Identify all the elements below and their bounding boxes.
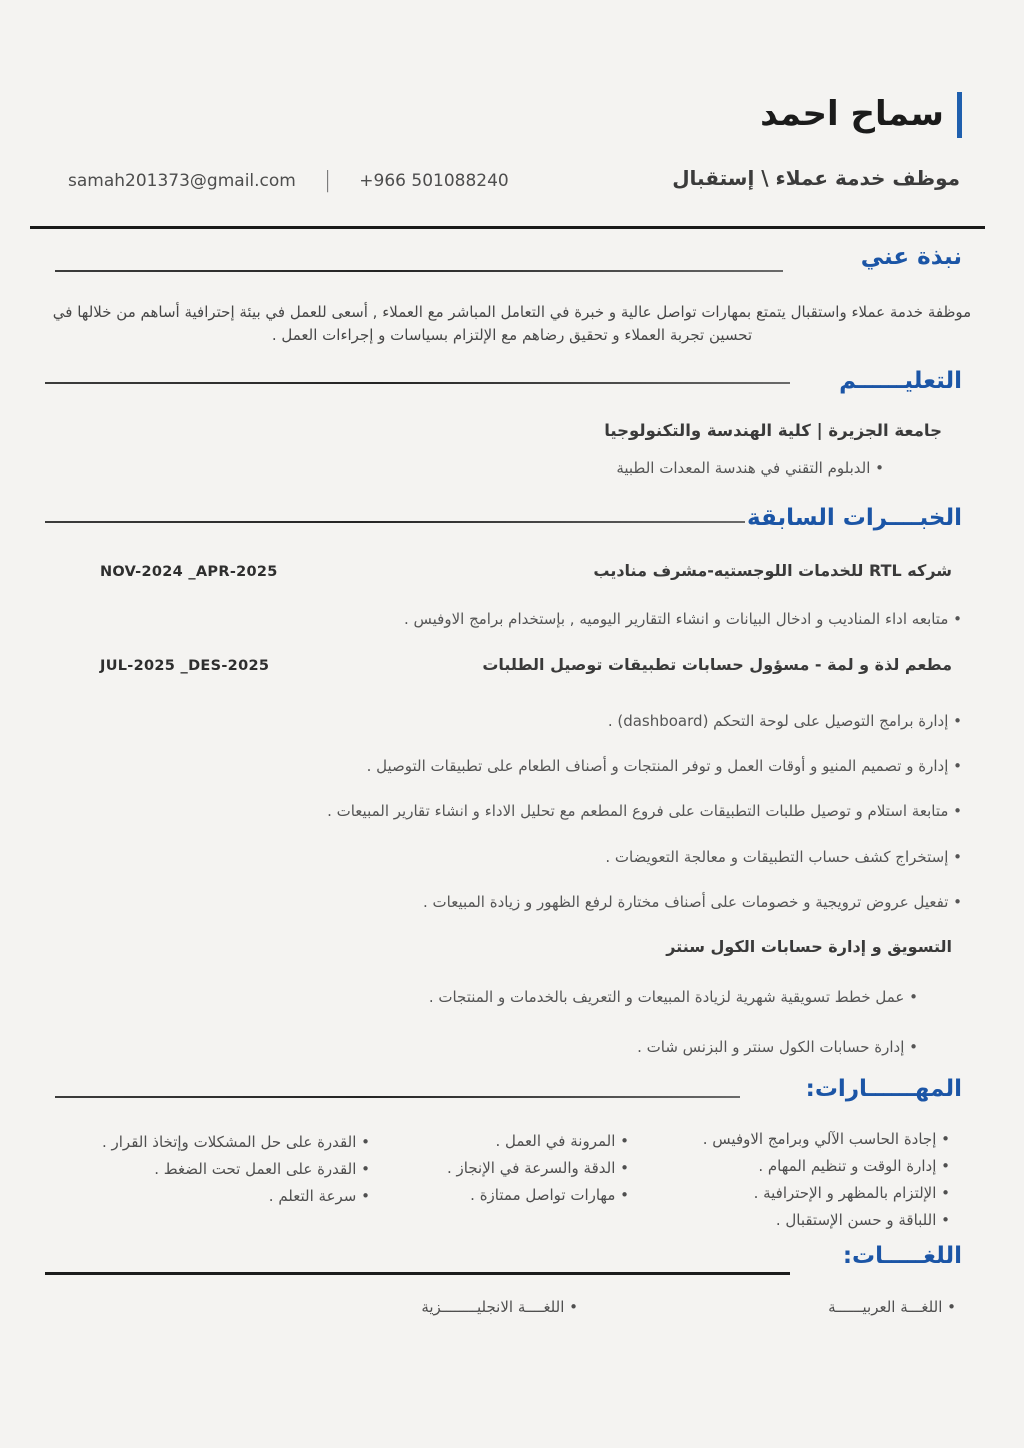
skills-rule: [55, 1096, 740, 1098]
job-title-2: مطعم لذة و لمة - مسؤول حسابات تطبيقات توصيل الطلبات: [482, 655, 952, 674]
skills-column-right: [703, 1126, 950, 1234]
skill-item: • مهارات تواصل ممتازة .: [470, 1186, 629, 1204]
skill-item: • المرونة في العمل .: [495, 1132, 629, 1150]
skill-item: • الإلتزام بالمظهر و الإحترافية .: [753, 1184, 950, 1202]
header-divider: [30, 226, 985, 229]
job2-bullet: • متابعة استلام و توصيل طلبات التطبيقات على فروع المطعم مع تحليل الاداء و انشاء تقارير المبيعات .: [327, 802, 962, 820]
languages-heading: اللغـــــات:: [842, 1243, 962, 1269]
phone-text: +966 501088240: [359, 170, 509, 191]
skill-item: • القدرة على حل المشكلات وإتخاذ القرار .: [101, 1133, 370, 1151]
experience-rule: [45, 521, 745, 523]
languages-rule: [45, 1272, 790, 1275]
skills-column-middle: [447, 1128, 629, 1209]
experience-heading: الخبــــرات السابقة: [747, 505, 962, 531]
skill-item: • القدرة على العمل تحت الضغط .: [154, 1160, 370, 1178]
job-title: موظف خدمة عملاء \ إستقبال: [672, 166, 960, 190]
job-dates-2: JUL-2025 _DES-2025: [100, 658, 270, 674]
education-degree: • الدبلوم التقني في هندسة المعدات الطبية: [616, 459, 884, 477]
skill-item: • اللباقة و حسن الإستقبال .: [775, 1211, 950, 1229]
contact-row: [68, 168, 509, 193]
email-text: samah201373@gmail.com: [68, 170, 296, 191]
subsection-bullet: • عمل خطط تسويقية شهرية لزيادة المبيعات و التعريف بالخدمات و المنتجات .: [428, 988, 918, 1006]
skills-heading: المهــــــارات:: [805, 1076, 962, 1102]
experience-subsection-title: التسويق و إدارة حسابات الكول سنتر: [666, 937, 952, 956]
skill-item: • إدارة الوقت و تنظيم المهام .: [758, 1157, 950, 1175]
job2-bullet: • تفعيل عروض ترويجية و خصومات على أصناف مختارة لرفع الظهور و زيادة المبيعات .: [423, 893, 962, 911]
contact-separator: |: [323, 168, 332, 193]
about-rule: [55, 270, 783, 272]
job2-bullet: • إدارة و تصميم المنيو و أوقات العمل و توفر المنتجات و أصناف الطعام على تطبيقات التوصيل .: [366, 757, 962, 775]
job2-bullet: • إدارة برامج التوصيل على لوحة التحكم (dashboard) .: [607, 712, 962, 730]
education-rule: [45, 382, 790, 384]
job-title-1: شركه RTL للخدمات اللوجستيه-مشرف مناديب: [593, 561, 952, 580]
skills-column-left: [102, 1129, 370, 1210]
job2-bullet: • إستخراج كشف حساب التطبيقات و معالجة التعويضات .: [605, 848, 962, 866]
language-english: • اللغــــة الانجليــــــــزية: [421, 1298, 578, 1316]
skill-item: • إجادة الحاسب الآلي وبرامج الاوفيس .: [702, 1130, 950, 1148]
skill-item: • سرعة التعلم .: [268, 1187, 370, 1205]
job-dates-1: NOV-2024 _APR-2025: [100, 564, 278, 580]
language-arabic: • اللغـــة العربيــــــة: [828, 1298, 956, 1316]
subsection-bullet: • إدارة حسابات الكول سنتر و البزنس شات .: [637, 1038, 918, 1056]
education-heading: التعليــــــم: [839, 368, 962, 394]
job1-bullet: • متابعه اداء المناديب و ادخال البيانات و انشاء التقارير اليوميه , بإستخدام برامج الاوفيس .: [403, 610, 962, 628]
candidate-name: سماح احمد: [760, 92, 962, 138]
about-text: موظفة خدمة عملاء واستقبال يتمتع بمهارات تواصل عالية و خبرة في التعامل المباشر مع العملاء , أسعى للعمل في بيئة إحترافية أساهم من خلالها في تحسين تجربة العملاء و تحقيق رضاهم مع الإلتزام بسياسات و إجراءات العمل .: [52, 303, 972, 344]
education-school: جامعة الجزيرة | كلية الهندسة والتكنولوجيا: [604, 421, 942, 440]
skill-item: • الدقة والسرعة في الإنجاز .: [447, 1159, 629, 1177]
about-heading: نبذة عني: [860, 244, 962, 270]
